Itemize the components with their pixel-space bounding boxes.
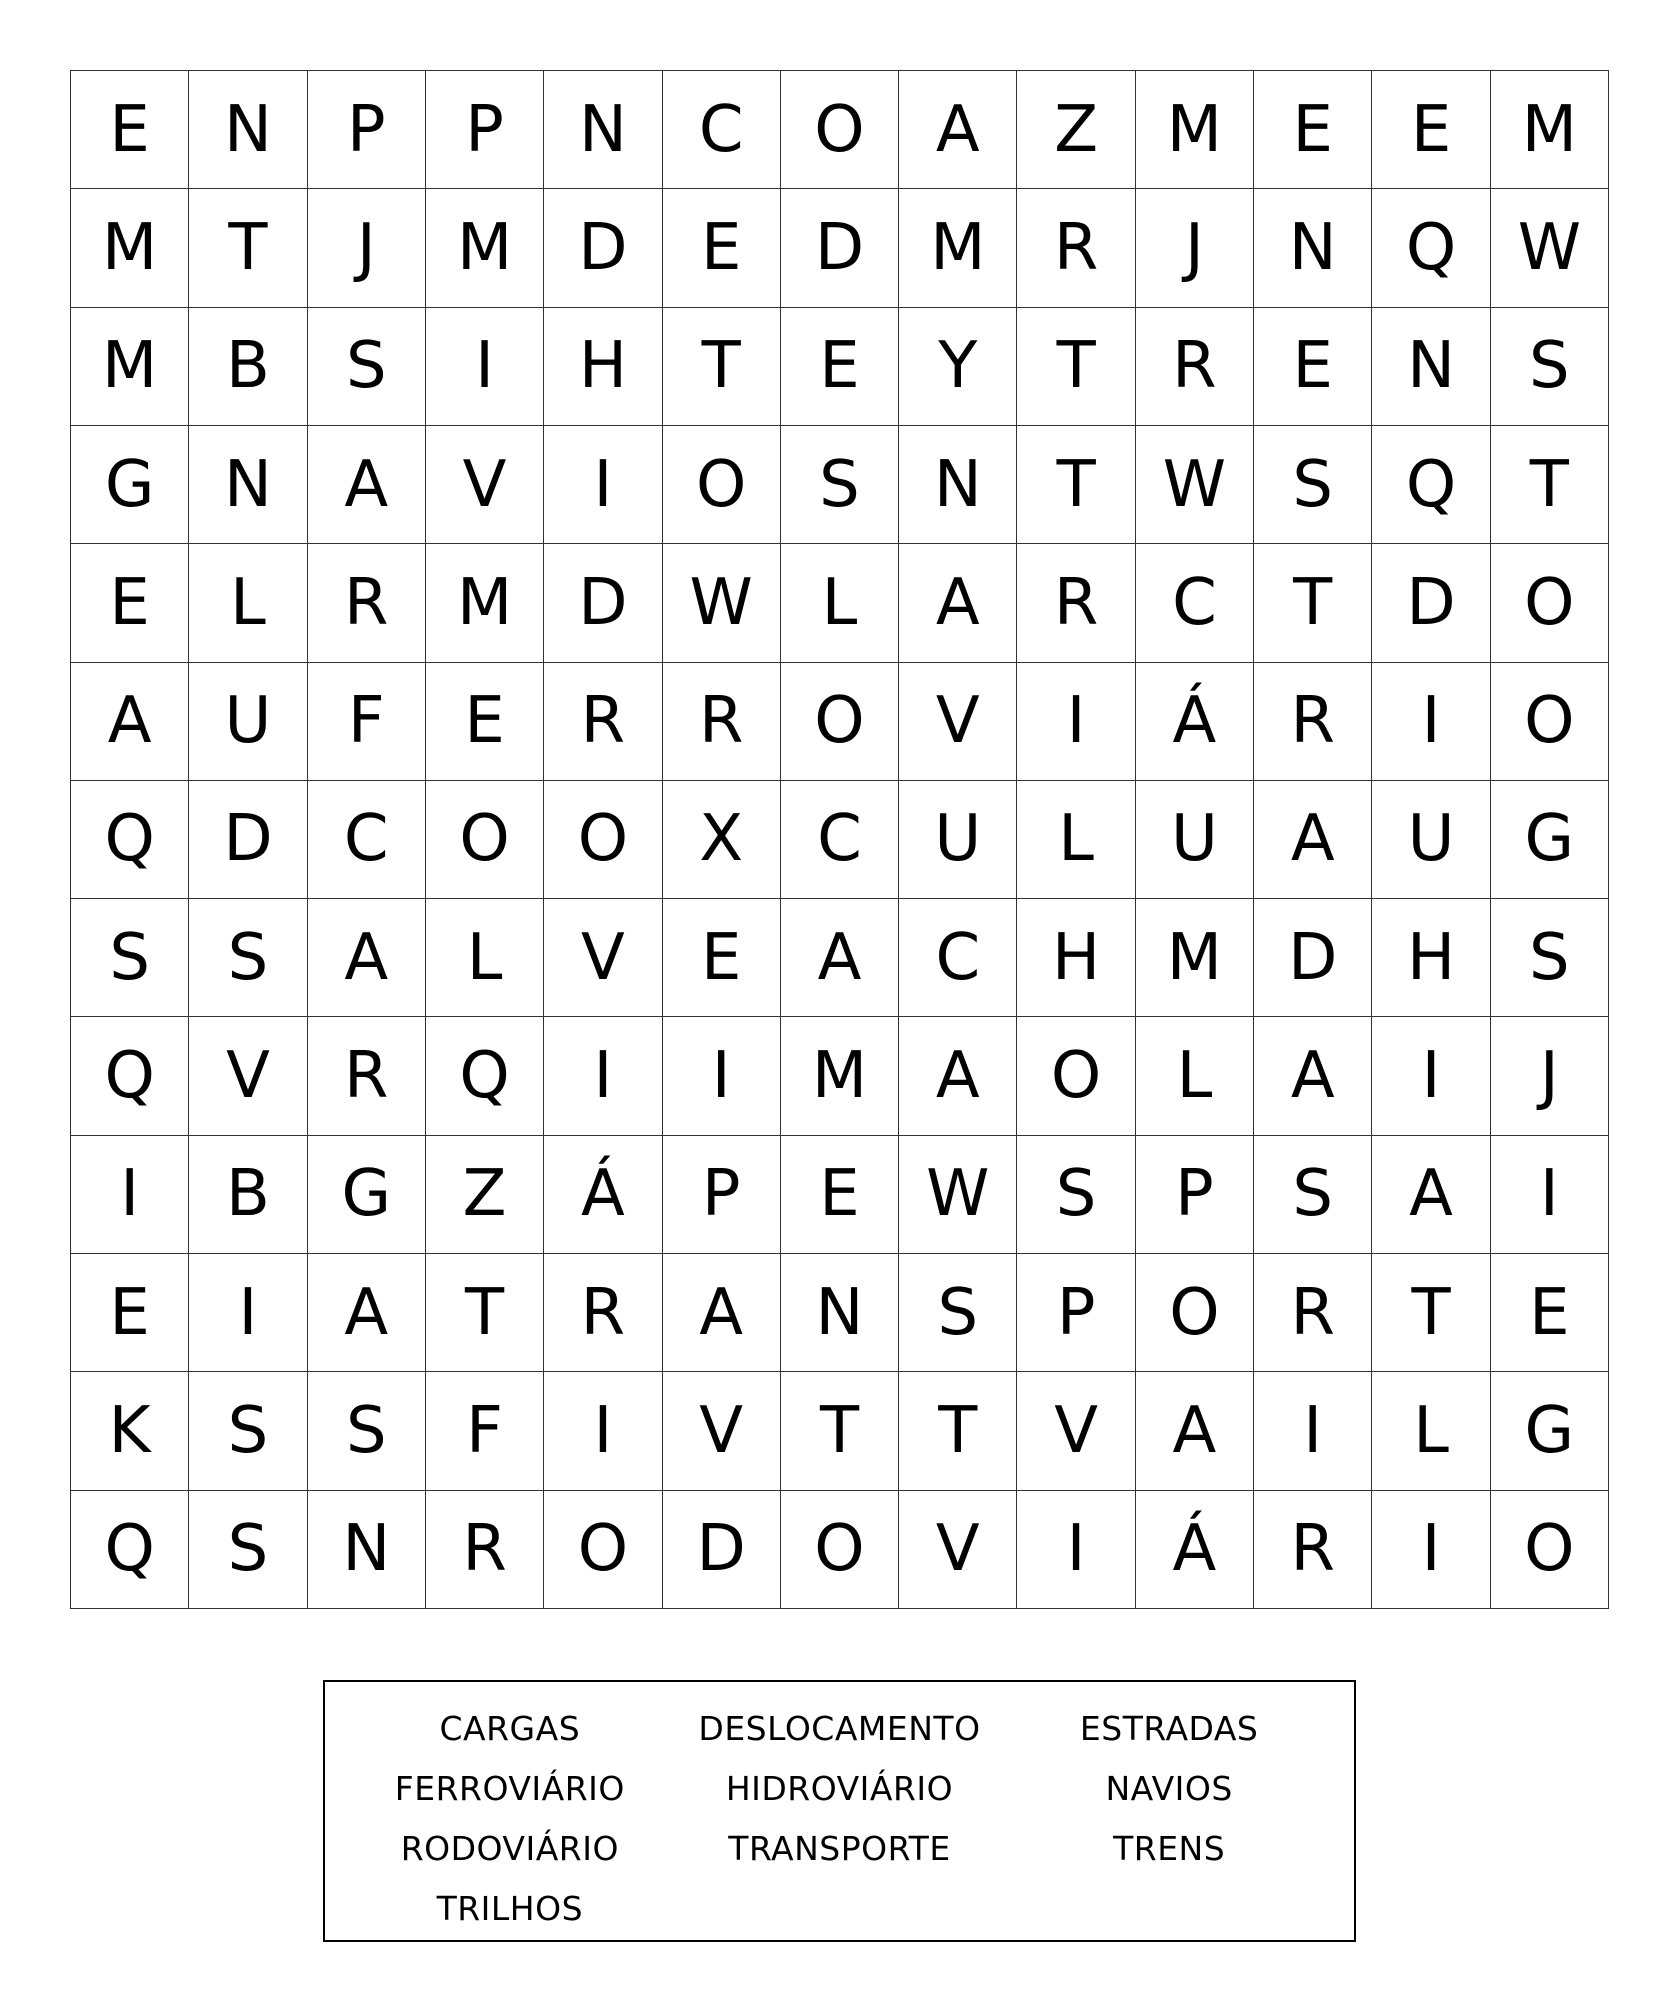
- grid-cell-r13-c7[interactable]: O: [781, 1491, 899, 1609]
- grid-cell-r2-c12[interactable]: Q: [1372, 189, 1490, 307]
- grid-cell-r11-c7[interactable]: N: [781, 1254, 899, 1372]
- grid-cell-r7-c5[interactable]: O: [544, 781, 662, 899]
- grid-cell-r2-c1[interactable]: M: [71, 189, 189, 307]
- grid-cell-r12-c7[interactable]: T: [781, 1372, 899, 1490]
- grid-cell-r8-c4[interactable]: L: [426, 899, 544, 1017]
- grid-cell-r4-c10[interactable]: W: [1136, 426, 1254, 544]
- grid-cell-r3-c11[interactable]: E: [1254, 308, 1372, 426]
- grid-cell-r9-c6[interactable]: I: [663, 1017, 781, 1135]
- grid-cell-r9-c3[interactable]: R: [308, 1017, 426, 1135]
- word-list-item: RODOVIÁRIO: [400, 1828, 619, 1868]
- word-list-item: HIDROVIÁRIO: [725, 1768, 954, 1808]
- grid-cell-r13-c8[interactable]: V: [899, 1491, 1017, 1609]
- grid-cell-r10-c12[interactable]: A: [1372, 1136, 1490, 1254]
- grid-cell-r9-c4[interactable]: Q: [426, 1017, 544, 1135]
- grid-cell-r8-c8[interactable]: C: [899, 899, 1017, 1017]
- grid-cell-r12-c4[interactable]: F: [426, 1372, 544, 1490]
- grid-cell-r6-c5[interactable]: R: [544, 663, 662, 781]
- grid-cell-r1-c2[interactable]: N: [189, 71, 307, 189]
- grid-cell-r2-c2[interactable]: T: [189, 189, 307, 307]
- grid-cell-r7-c1[interactable]: Q: [71, 781, 189, 899]
- grid-cell-r13-c11[interactable]: R: [1254, 1491, 1372, 1609]
- grid-cell-r13-c9[interactable]: I: [1017, 1491, 1135, 1609]
- grid-cell-r4-c9[interactable]: T: [1017, 426, 1135, 544]
- grid-cell-r8-c5[interactable]: V: [544, 899, 662, 1017]
- grid-cell-r6-c3[interactable]: F: [308, 663, 426, 781]
- grid-cell-r5-c8[interactable]: A: [899, 544, 1017, 662]
- grid-cell-r6-c2[interactable]: U: [189, 663, 307, 781]
- grid-cell-r11-c3[interactable]: A: [308, 1254, 426, 1372]
- grid-cell-r12-c11[interactable]: I: [1254, 1372, 1372, 1490]
- grid-cell-r11-c13[interactable]: E: [1491, 1254, 1609, 1372]
- grid-cell-r3-c10[interactable]: R: [1136, 308, 1254, 426]
- grid-cell-r7-c10[interactable]: U: [1136, 781, 1254, 899]
- grid-cell-r10-c2[interactable]: B: [189, 1136, 307, 1254]
- grid-cell-r4-c2[interactable]: N: [189, 426, 307, 544]
- grid-cell-r10-c1[interactable]: I: [71, 1136, 189, 1254]
- grid-cell-r3-c8[interactable]: Y: [899, 308, 1017, 426]
- grid-cell-r1-c1[interactable]: E: [71, 71, 189, 189]
- grid-cell-r12-c13[interactable]: G: [1491, 1372, 1609, 1490]
- grid-cell-r6-c12[interactable]: I: [1372, 663, 1490, 781]
- word-list-item: TRILHOS: [436, 1888, 584, 1928]
- grid-cell-r5-c7[interactable]: L: [781, 544, 899, 662]
- grid-cell-r3-c3[interactable]: S: [308, 308, 426, 426]
- grid-cell-r1-c12[interactable]: E: [1372, 71, 1490, 189]
- grid-cell-r3-c6[interactable]: T: [663, 308, 781, 426]
- grid-cell-r11-c12[interactable]: T: [1372, 1254, 1490, 1372]
- grid-cell-r6-c6[interactable]: R: [663, 663, 781, 781]
- grid-cell-r9-c1[interactable]: Q: [71, 1017, 189, 1135]
- grid-cell-r7-c2[interactable]: D: [189, 781, 307, 899]
- grid-cell-r11-c10[interactable]: O: [1136, 1254, 1254, 1372]
- grid-cell-r8-c9[interactable]: H: [1017, 899, 1135, 1017]
- grid-cell-r7-c6[interactable]: X: [663, 781, 781, 899]
- grid-cell-r1-c6[interactable]: C: [663, 71, 781, 189]
- grid-cell-r3-c1[interactable]: M: [71, 308, 189, 426]
- grid-cell-r12-c2[interactable]: S: [189, 1372, 307, 1490]
- grid-cell-r2-c6[interactable]: E: [663, 189, 781, 307]
- word-list-item: ESTRADAS: [1079, 1708, 1259, 1748]
- grid-cell-r4-c8[interactable]: N: [899, 426, 1017, 544]
- grid-cell-r1-c11[interactable]: E: [1254, 71, 1372, 189]
- grid-cell-r4-c6[interactable]: O: [663, 426, 781, 544]
- grid-cell-r4-c4[interactable]: V: [426, 426, 544, 544]
- grid-cell-r5-c12[interactable]: D: [1372, 544, 1490, 662]
- grid-cell-r1-c13[interactable]: M: [1491, 71, 1609, 189]
- grid-cell-r7-c11[interactable]: A: [1254, 781, 1372, 899]
- word-list-item: FERROVIÁRIO: [394, 1768, 625, 1808]
- grid-cell-r12-c3[interactable]: S: [308, 1372, 426, 1490]
- grid-cell-r4-c1[interactable]: G: [71, 426, 189, 544]
- grid-cell-r3-c2[interactable]: B: [189, 308, 307, 426]
- grid-cell-r8-c12[interactable]: H: [1372, 899, 1490, 1017]
- grid-cell-r10-c9[interactable]: S: [1017, 1136, 1135, 1254]
- word-list-item: CARGAS: [439, 1708, 581, 1748]
- grid-cell-r2-c5[interactable]: D: [544, 189, 662, 307]
- word-search-grid: [70, 70, 1609, 1609]
- grid-cell-r5-c4[interactable]: M: [426, 544, 544, 662]
- grid-cell-r13-c10[interactable]: Á: [1136, 1491, 1254, 1609]
- grid-cell-r11-c4[interactable]: T: [426, 1254, 544, 1372]
- grid-cell-r12-c12[interactable]: L: [1372, 1372, 1490, 1490]
- grid-cell-r11-c11[interactable]: R: [1254, 1254, 1372, 1372]
- grid-cell-r9-c11[interactable]: A: [1254, 1017, 1372, 1135]
- grid-cell-r3-c13[interactable]: S: [1491, 308, 1609, 426]
- grid-cell-r1-c3[interactable]: P: [308, 71, 426, 189]
- grid-cell-r6-c7[interactable]: O: [781, 663, 899, 781]
- grid-cell-r7-c4[interactable]: O: [426, 781, 544, 899]
- grid-cell-r4-c7[interactable]: S: [781, 426, 899, 544]
- grid-cell-r8-c10[interactable]: M: [1136, 899, 1254, 1017]
- grid-cell-r3-c4[interactable]: I: [426, 308, 544, 426]
- grid-cell-r11-c5[interactable]: R: [544, 1254, 662, 1372]
- grid-cell-r5-c11[interactable]: T: [1254, 544, 1372, 662]
- grid-cell-r1-c5[interactable]: N: [544, 71, 662, 189]
- grid-cell-r4-c5[interactable]: I: [544, 426, 662, 544]
- grid-cell-r6-c13[interactable]: O: [1491, 663, 1609, 781]
- grid-cell-r2-c7[interactable]: D: [781, 189, 899, 307]
- grid-cell-r1-c7[interactable]: O: [781, 71, 899, 189]
- grid-cell-r4-c12[interactable]: Q: [1372, 426, 1490, 544]
- grid-cell-r9-c7[interactable]: M: [781, 1017, 899, 1135]
- word-list-item: TRENS: [1113, 1828, 1226, 1868]
- grid-cell-r2-c13[interactable]: W: [1491, 189, 1609, 307]
- grid-cell-r13-c3[interactable]: N: [308, 1491, 426, 1609]
- grid-cell-r3-c12[interactable]: N: [1372, 308, 1490, 426]
- grid-cell-r8-c1[interactable]: S: [71, 899, 189, 1017]
- grid-cell-r9-c10[interactable]: L: [1136, 1017, 1254, 1135]
- grid-cell-r8-c3[interactable]: A: [308, 899, 426, 1017]
- grid-cell-r8-c11[interactable]: D: [1254, 899, 1372, 1017]
- grid-cell-r4-c13[interactable]: T: [1491, 426, 1609, 544]
- grid-cell-r11-c9[interactable]: P: [1017, 1254, 1135, 1372]
- grid-cell-r6-c4[interactable]: E: [426, 663, 544, 781]
- grid-cell-r5-c3[interactable]: R: [308, 544, 426, 662]
- grid-cell-r1-c10[interactable]: M: [1136, 71, 1254, 189]
- grid-cell-r13-c13[interactable]: O: [1491, 1491, 1609, 1609]
- grid-cell-r7-c13[interactable]: G: [1491, 781, 1609, 899]
- grid-cell-r5-c2[interactable]: L: [189, 544, 307, 662]
- grid-cell-r10-c7[interactable]: E: [781, 1136, 899, 1254]
- grid-cell-r13-c5[interactable]: O: [544, 1491, 662, 1609]
- grid-cell-r11-c6[interactable]: A: [663, 1254, 781, 1372]
- grid-cell-r13-c4[interactable]: R: [426, 1491, 544, 1609]
- grid-cell-r1-c4[interactable]: P: [426, 71, 544, 189]
- grid-cell-r10-c3[interactable]: G: [308, 1136, 426, 1254]
- word-list: [323, 1680, 1356, 1942]
- grid-cell-r10-c4[interactable]: Z: [426, 1136, 544, 1254]
- grid-cell-r13-c1[interactable]: Q: [71, 1491, 189, 1609]
- grid-cell-r10-c11[interactable]: S: [1254, 1136, 1372, 1254]
- grid-cell-r2-c8[interactable]: M: [899, 189, 1017, 307]
- grid-cell-r9-c8[interactable]: A: [899, 1017, 1017, 1135]
- grid-cell-r10-c5[interactable]: Á: [544, 1136, 662, 1254]
- grid-cell-r9-c2[interactable]: V: [189, 1017, 307, 1135]
- grid-cell-r12-c9[interactable]: V: [1017, 1372, 1135, 1490]
- grid-cell-r5-c1[interactable]: E: [71, 544, 189, 662]
- grid-cell-r6-c1[interactable]: A: [71, 663, 189, 781]
- grid-cell-r2-c10[interactable]: J: [1136, 189, 1254, 307]
- grid-cell-r9-c9[interactable]: O: [1017, 1017, 1135, 1135]
- grid-cell-r11-c8[interactable]: S: [899, 1254, 1017, 1372]
- grid-cell-r1-c9[interactable]: Z: [1017, 71, 1135, 189]
- grid-cell-r10-c13[interactable]: I: [1491, 1136, 1609, 1254]
- grid-cell-r8-c6[interactable]: E: [663, 899, 781, 1017]
- word-list-item: TRANSPORTE: [728, 1828, 951, 1868]
- grid-cell-r9-c5[interactable]: I: [544, 1017, 662, 1135]
- grid-cell-r12-c5[interactable]: I: [544, 1372, 662, 1490]
- grid-cell-r9-c13[interactable]: J: [1491, 1017, 1609, 1135]
- grid-cell-r10-c8[interactable]: W: [899, 1136, 1017, 1254]
- grid-cell-r7-c8[interactable]: U: [899, 781, 1017, 899]
- grid-cell-r13-c2[interactable]: S: [189, 1491, 307, 1609]
- grid-cell-r8-c13[interactable]: S: [1491, 899, 1609, 1017]
- grid-cell-r2-c9[interactable]: R: [1017, 189, 1135, 307]
- grid-cell-r6-c11[interactable]: R: [1254, 663, 1372, 781]
- word-list-item: NAVIOS: [1105, 1768, 1233, 1808]
- grid-cell-r10-c10[interactable]: P: [1136, 1136, 1254, 1254]
- grid-cell-r5-c5[interactable]: D: [544, 544, 662, 662]
- grid-cell-r3-c7[interactable]: E: [781, 308, 899, 426]
- grid-cell-r5-c9[interactable]: R: [1017, 544, 1135, 662]
- grid-cell-r11-c1[interactable]: E: [71, 1254, 189, 1372]
- grid-cell-r4-c3[interactable]: A: [308, 426, 426, 544]
- grid-cell-r8-c7[interactable]: A: [781, 899, 899, 1017]
- grid-cell-r3-c9[interactable]: T: [1017, 308, 1135, 426]
- grid-cell-r3-c5[interactable]: H: [544, 308, 662, 426]
- grid-cell-r7-c12[interactable]: U: [1372, 781, 1490, 899]
- grid-cell-r13-c12[interactable]: I: [1372, 1491, 1490, 1609]
- grid-cell-r13-c6[interactable]: D: [663, 1491, 781, 1609]
- grid-cell-r12-c10[interactable]: A: [1136, 1372, 1254, 1490]
- grid-cell-r7-c7[interactable]: C: [781, 781, 899, 899]
- grid-cell-r7-c9[interactable]: L: [1017, 781, 1135, 899]
- grid-cell-r12-c8[interactable]: T: [899, 1372, 1017, 1490]
- grid-cell-r2-c4[interactable]: M: [426, 189, 544, 307]
- grid-cell-r12-c6[interactable]: V: [663, 1372, 781, 1490]
- grid-cell-r2-c11[interactable]: N: [1254, 189, 1372, 307]
- grid-cell-r1-c8[interactable]: A: [899, 71, 1017, 189]
- grid-cell-r6-c8[interactable]: V: [899, 663, 1017, 781]
- grid-cell-r6-c10[interactable]: Á: [1136, 663, 1254, 781]
- grid-cell-r5-c10[interactable]: C: [1136, 544, 1254, 662]
- grid-cell-r8-c2[interactable]: S: [189, 899, 307, 1017]
- grid-cell-r5-c13[interactable]: O: [1491, 544, 1609, 662]
- grid-cell-r9-c12[interactable]: I: [1372, 1017, 1490, 1135]
- grid-cell-r11-c2[interactable]: I: [189, 1254, 307, 1372]
- grid-cell-r4-c11[interactable]: S: [1254, 426, 1372, 544]
- grid-cell-r6-c9[interactable]: I: [1017, 663, 1135, 781]
- grid-cell-r10-c6[interactable]: P: [663, 1136, 781, 1254]
- word-list-item: DESLOCAMENTO: [698, 1708, 981, 1748]
- grid-cell-r12-c1[interactable]: K: [71, 1372, 189, 1490]
- grid-cell-r5-c6[interactable]: W: [663, 544, 781, 662]
- grid-cell-r2-c3[interactable]: J: [308, 189, 426, 307]
- grid-cell-r7-c3[interactable]: C: [308, 781, 426, 899]
